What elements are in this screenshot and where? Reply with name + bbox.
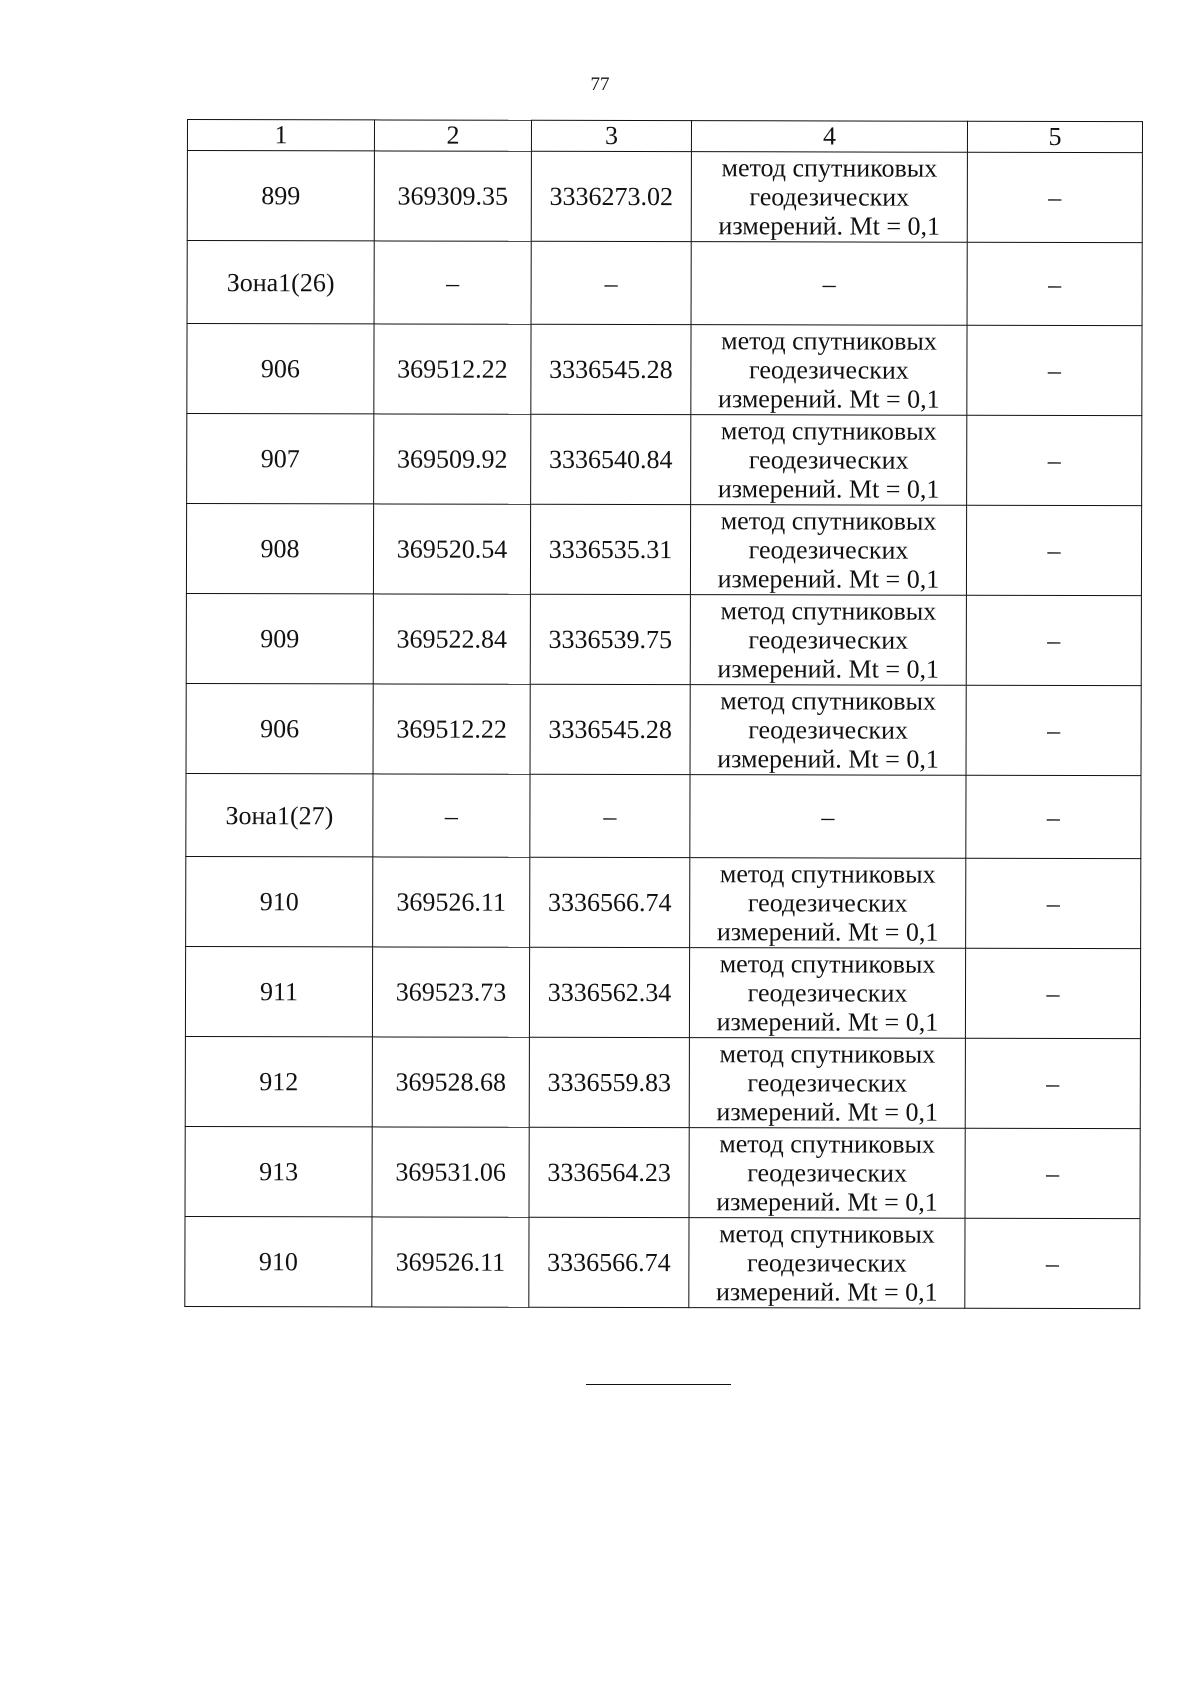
point-number: 910: [185, 1216, 372, 1306]
determination-method: метод спутниковых геодезических измерений. Mt = 0,1: [690, 858, 966, 949]
coordinate-y: 3336540.84: [531, 414, 691, 504]
table-row: [185, 1216, 1140, 1308]
table-row: [187, 151, 1142, 243]
description-cell: –: [965, 1128, 1140, 1218]
point-number: 906: [186, 683, 373, 773]
description-cell: –: [967, 242, 1142, 325]
column-number-4: 4: [691, 121, 967, 153]
coordinate-y: 3336564.23: [529, 1127, 689, 1217]
determination-method: метод спутниковых геодезических измерений. Mt = 0,1: [691, 415, 967, 506]
table-row: [186, 593, 1141, 685]
table-row: [187, 324, 1142, 416]
point-number: 910: [186, 856, 373, 946]
description-cell: –: [967, 415, 1142, 505]
coordinate-x: 369509.92: [374, 414, 531, 504]
table-header-row: [187, 120, 1142, 153]
description-cell: –: [965, 1038, 1140, 1128]
coordinate-x: 369531.06: [372, 1127, 529, 1217]
description-cell: –: [966, 685, 1141, 775]
coordinate-y: –: [531, 241, 691, 324]
coordinate-y: 3336562.34: [529, 947, 689, 1037]
determination-method: –: [691, 242, 967, 326]
table-row: [186, 683, 1141, 775]
determination-method: метод спутниковых геодезических измерений. Mt = 0,1: [690, 505, 966, 596]
coordinate-y: 3336535.31: [530, 504, 690, 594]
description-cell: –: [966, 858, 1141, 948]
table-row: [185, 1126, 1140, 1218]
coordinate-x: 369309.35: [374, 151, 531, 241]
coordinate-x: –: [374, 241, 531, 324]
table-row: [185, 946, 1140, 1038]
determination-method: метод спутниковых геодезических измерений. Mt = 0,1: [689, 1128, 965, 1219]
coordinate-y: 3336566.74: [529, 1217, 689, 1307]
description-cell: –: [967, 325, 1142, 415]
coordinate-x: 369526.11: [373, 857, 530, 947]
determination-method: метод спутниковых геодезических измерений. Mt = 0,1: [689, 948, 965, 1039]
description-cell: –: [965, 1218, 1140, 1308]
coordinate-x: 369522.84: [373, 594, 530, 684]
column-number-2: 2: [374, 120, 531, 151]
point-number: 899: [187, 151, 374, 241]
coordinate-y: 3336545.28: [530, 684, 690, 774]
coordinate-y: 3336566.74: [530, 857, 690, 947]
table-row: [185, 1036, 1140, 1128]
table-row: [187, 414, 1142, 506]
point-number: 912: [185, 1036, 372, 1126]
column-number-1: 1: [187, 120, 374, 151]
coordinate-x: 369512.22: [374, 324, 531, 414]
coordinate-y: –: [530, 774, 690, 857]
page-number: 77: [590, 74, 610, 95]
coordinate-y: 3336559.83: [529, 1037, 689, 1127]
zone-label: Зона1(26): [187, 241, 374, 324]
determination-method: –: [690, 775, 966, 859]
coordinate-y: 3336273.02: [531, 151, 691, 241]
description-cell: –: [967, 152, 1142, 242]
coordinate-x: 369523.73: [372, 947, 529, 1037]
description-cell: –: [966, 775, 1141, 858]
determination-method: метод спутниковых геодезических измерений. Mt = 0,1: [689, 1038, 965, 1129]
coordinate-y: 3336539.75: [530, 594, 690, 684]
point-number: 913: [185, 1126, 372, 1216]
point-number: 911: [185, 946, 372, 1036]
table-row: [186, 856, 1141, 948]
coordinate-x: –: [373, 774, 530, 857]
table-row: [186, 504, 1141, 596]
column-number-5: 5: [967, 121, 1142, 152]
zone-row: [187, 241, 1142, 326]
coordinate-y: 3336545.28: [531, 324, 691, 414]
description-cell: –: [966, 505, 1141, 595]
determination-method: метод спутниковых геодезических измерений. Mt = 0,1: [691, 325, 967, 416]
coordinates-table: [184, 119, 1143, 1309]
determination-method: метод спутниковых геодезических измерений. Mt = 0,1: [690, 685, 966, 776]
coordinate-x: 369526.11: [372, 1217, 529, 1307]
determination-method: метод спутниковых геодезических измерений. Mt = 0,1: [691, 152, 967, 243]
point-number: 908: [186, 504, 373, 594]
point-number: 909: [186, 593, 373, 683]
coordinate-x: 369512.22: [373, 684, 530, 774]
point-number: 906: [187, 324, 374, 414]
point-number: 907: [187, 414, 374, 504]
determination-method: метод спутниковых геодезических измерений. Mt = 0,1: [690, 595, 966, 686]
footer-separator-line: [586, 1384, 731, 1385]
coordinate-x: 369528.68: [372, 1037, 529, 1127]
zone-row: [186, 773, 1141, 858]
coordinate-x: 369520.54: [373, 504, 530, 594]
determination-method: метод спутниковых геодезических измерений. Mt = 0,1: [689, 1218, 965, 1309]
description-cell: –: [965, 948, 1140, 1038]
zone-label: Зона1(27): [186, 773, 373, 856]
column-number-3: 3: [531, 120, 691, 151]
description-cell: –: [966, 595, 1141, 685]
